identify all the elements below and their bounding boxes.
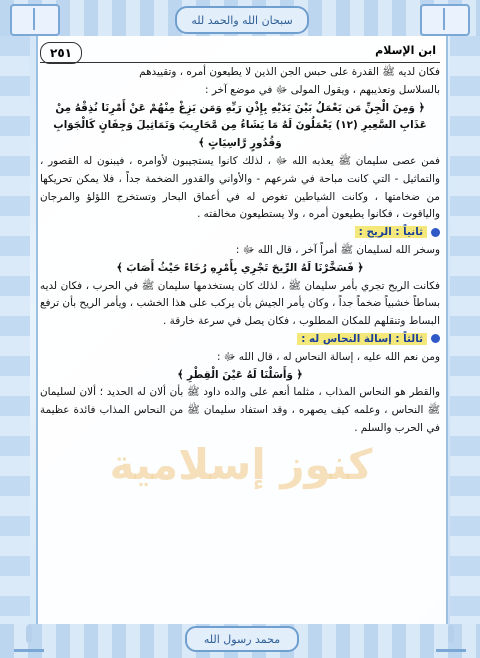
running-title: ابن الإسلام [375,44,436,57]
quran-verse: ﴿ فَسَخَّرْنَا لَهُ الرِّيحَ تَجْرِي بِأَمْرِهِ رُخَاءً حَيْثُ أَصَابَ ﴾ [116,261,364,274]
section-heading-label: ثالثاً : إسالة النحاس له : [297,333,427,345]
paragraph: ومن نعم الله عليه ، إسالة النحاس له ، قال الله ﷻ : [216,350,440,363]
bottom-calligraphy-plaque: محمد رسول الله [185,626,299,652]
open-book-icon [10,4,60,36]
paragraph: فكانت الريح تجري بأمر سليمان ﷺ ، لذلك كان يستخدمها سليمان ﷺ في الحرب ، فكان لديه بساطاً خشبياً ضخماً جداً ، وكان يأمر الجيش بأن يركب على هذا الخشب ، ويأمر الريح بأن ترفع البساط وتنقلهم للمكان المطلوب ، فكان يصل في سرعة خارقة . [40,279,440,328]
lamp-icon [14,625,44,652]
page-number: ٢٥١ [40,42,82,64]
open-book-icon [420,4,470,36]
watermark-logo: كنوز إسلامية [109,440,373,489]
section-heading-label: ثانياً : الريح : [355,226,427,238]
bullet-icon [431,334,440,343]
page-header [40,42,440,63]
page-body [40,64,440,438]
section-heading [40,331,440,349]
paragraph: والقطر هو النحاس المذاب ، مثلما أنعم على والده داود ﷺ بأن ألان له الحديد ؛ ألان لسليمان ﷺ النحاس ، وعلمه كيف يصهره ، وقد استفاد سليمان ﷺ من النحاس المذاب فائدة عظيمة في الحرب والسلم . [40,386,440,434]
paragraph: وسخر الله لسليمان ﷺ أمراً آخر ، قال الله ﷻ : [235,243,440,256]
bullet-icon [431,228,440,237]
left-border-ornament [0,36,30,624]
paragraph: فمن عصى سليمان ﷺ يعذبه الله ﷻ ، لذلك كانوا يستجيبون لأوامره ، فيبنون له القصور ، والتماثيل - التي كانت مباحة في شرعهم - والأواني والقدور الضخمة جداً ، فلا يمكن تحريكها من ضخامتها ، وكانت الشياطين تغوص له في أعماق البحار وتستخرج اللؤلؤ والمرجان والياقوت ، فكانوا يطيعون أمره ، ولا يستطيعون مخالفته . [40,154,440,221]
quran-verse: ﴿ وَمِنَ الْجِنِّ مَن يَعْمَلُ بَيْنَ يَدَيْهِ بِإِذْنِ رَبِّهِ وَمَن يَزِغْ مِنْهُمْ عَنْ أَمْرِنَا نُذِقْهُ مِنْ عَذَابِ السَّعِيرِ (١٢) يَعْمَلُونَ لَهُ مَا يَشَاءُ مِن مَّحَارِيبَ وَتَمَاثِيلَ وَجِفَانٍ كَالْجَوَابِ وَقُدُورٍ رَّاسِيَاتٍ ﴾ [53,101,427,150]
section-heading [40,224,440,242]
paragraph: فكان لديه ﷺ القدرة على حبس الجن الذين لا يطيعون أمره ، وتقييدهم [139,66,440,78]
right-border-ornament [450,36,480,624]
paragraph: بالسلاسل وتعذيبهم ، ويقول المولى ﷻ في موضع آخر : [205,83,440,96]
quran-verse: ﴿ وَأَسَلْنَا لَهُ عَيْنَ الْقِطْرِ ﴾ [177,368,303,381]
top-calligraphy-plaque: سبحان الله والحمد لله [175,6,309,34]
lamp-icon [436,625,466,652]
